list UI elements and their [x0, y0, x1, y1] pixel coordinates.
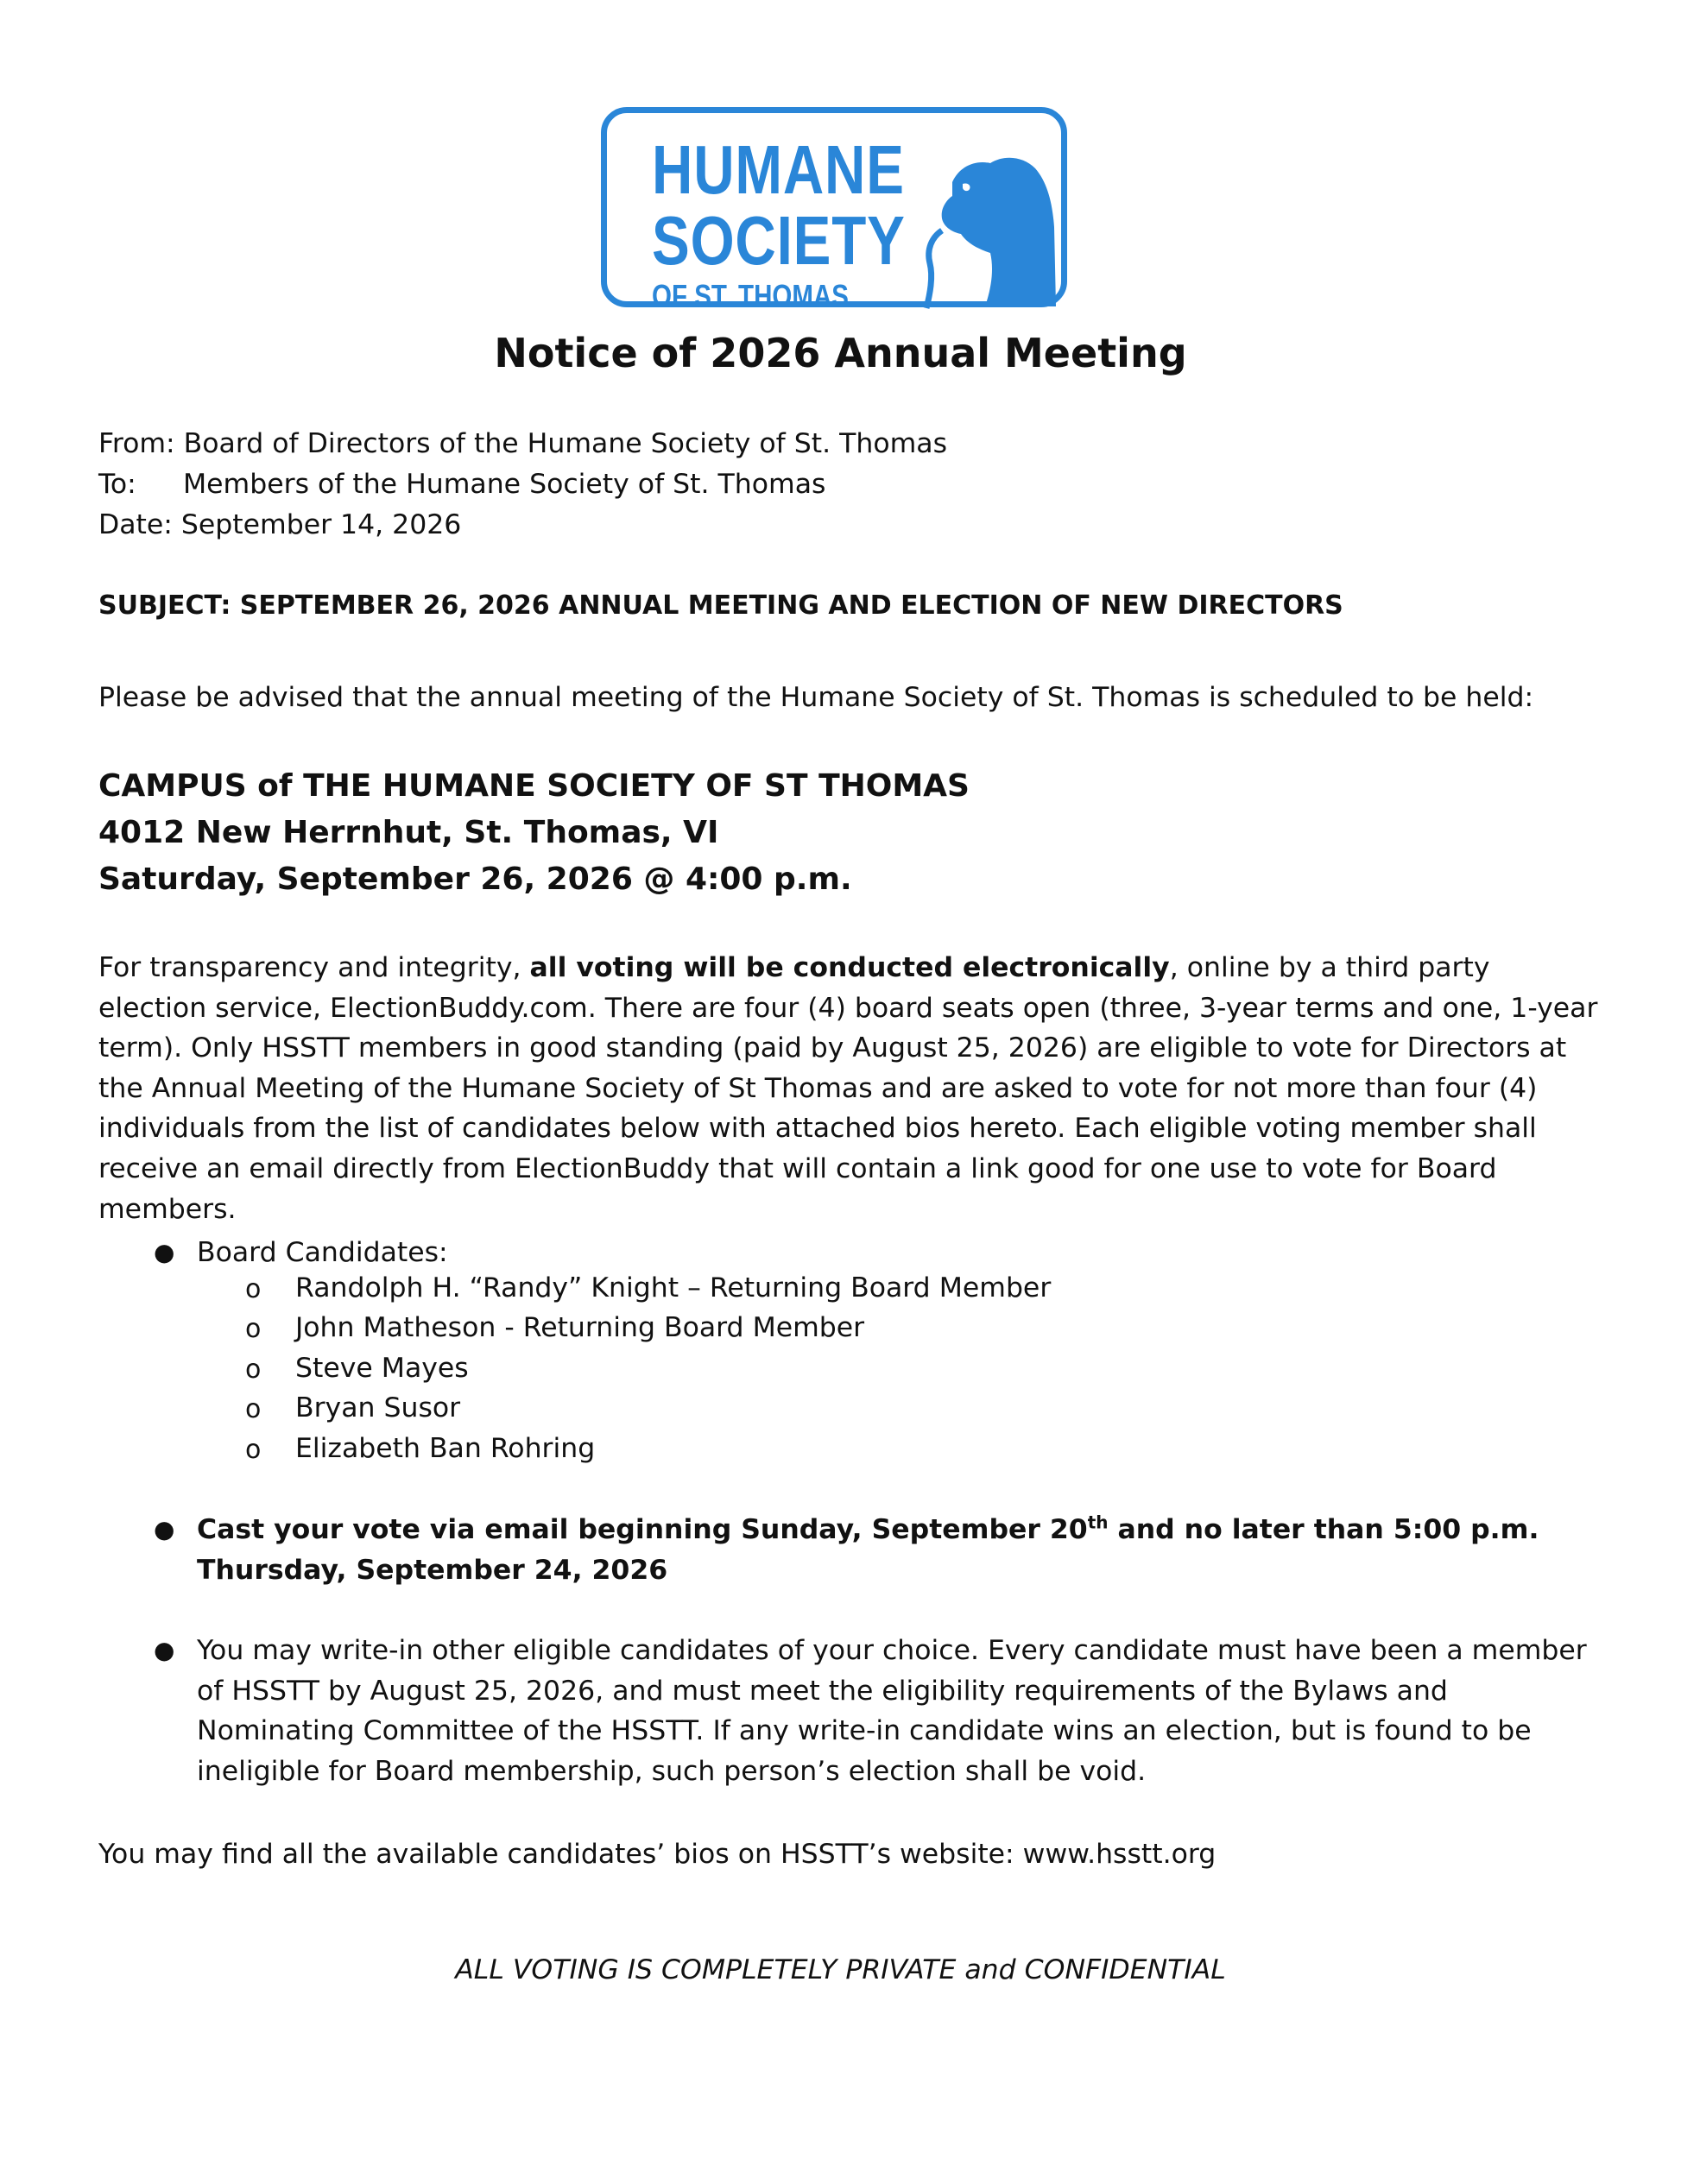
circle-bullet-icon: o [245, 1394, 262, 1424]
paragraph-rest: , online by a third party election service, ElectionBuddy.com. There are four (4) board seats open (three, 3-year terms and one, 1-year term). Only HSSTT members in good standing (paid by August 25, 2026) are eligible to vote for Directors at the Annual Meeting of the Humane Society of St Thomas and are asked to vote for not more than four (4) individuals from the list of candidates below with attached bios hereto. Each eligible voting member shall receive an email directly from ElectionBuddy that will contain a link good for one use to vote for Board members. [98, 952, 1598, 1225]
candidates-label: Board Candidates: [197, 1237, 448, 1268]
bullet-icon: ● [154, 1515, 175, 1543]
dog-and-cat-silhouette-icon [918, 148, 1065, 312]
humane-society-logo [601, 107, 1067, 313]
venue-block [98, 763, 970, 903]
voting-paragraph [98, 948, 1601, 1229]
paragraph-bold: all voting will be conducted electronically [529, 952, 1170, 983]
candidate-item: Steve Mayes [295, 1353, 469, 1384]
from-value: Board of Directors of the Humane Society of St. Thomas [183, 428, 948, 459]
to-value: Members of the Humane Society of St. Thomas [183, 469, 826, 500]
circle-bullet-icon: o [245, 1314, 262, 1344]
to-row [98, 469, 825, 500]
vote-superscript: th [1087, 1512, 1109, 1533]
candidate-item: Randolph H. “Randy” Knight – Returning Board Member [295, 1272, 1052, 1303]
circle-bullet-icon: o [245, 1274, 262, 1304]
write-in-text: You may write-in other eligible candidates of your choice. Every candidate must have been a member of HSSTT by August 25, 2026, and must meet the eligibility requirements of the Bylaws and Nominating Committee of the HSSTT. If any write-in candidate wins an election, but is found to be ineligible for Board membership, such person’s election shall be void. [197, 1635, 1587, 1787]
vote-instructions [197, 1510, 1596, 1590]
venue-name: CAMPUS of THE HUMANE SOCIETY OF ST THOMAS [98, 768, 970, 804]
vote-part-1: Cast your vote via email beginning Sunday, September 20 [197, 1514, 1088, 1545]
date-row [98, 509, 461, 540]
page-title: Notice of 2026 Annual Meeting [494, 330, 1187, 376]
vote-part-2: and no later than 5:00 p.m. Thursday, September 24, 2026 [197, 1514, 1539, 1586]
circle-bullet-icon: o [245, 1354, 262, 1385]
paragraph-intro: For transparency and integrity, [98, 952, 530, 983]
candidate-item: John Matheson - Returning Board Member [295, 1312, 865, 1343]
logo-wordmark [652, 131, 906, 313]
venue-datetime: Saturday, September 26, 2026 @ 4:00 p.m. [98, 862, 852, 897]
date-value: September 14, 2026 [180, 509, 462, 540]
advise-text: Please be advised that the annual meeting of the Humane Society of St. Thomas is scheduled to be held: [98, 682, 1534, 713]
logo-line-2: SOCIETY [652, 202, 906, 279]
candidate-item: Bryan Susor [295, 1392, 461, 1423]
logo-line-3: OF ST. THOMAS [652, 278, 849, 313]
bullet-icon: ● [154, 1636, 175, 1664]
to-label: To: [98, 469, 136, 500]
candidate-item: Elizabeth Ban Rohring [295, 1433, 596, 1464]
logo-line-1: HUMANE [652, 131, 905, 208]
from-label: From: [98, 428, 175, 459]
closing-statement: ALL VOTING IS COMPLETELY PRIVATE and CONFIDENTIAL [455, 1954, 1226, 1985]
date-label: Date: [98, 509, 173, 540]
venue-address: 4012 New Herrnhut, St. Thomas, VI [98, 815, 719, 850]
circle-bullet-icon: o [245, 1435, 262, 1465]
bios-website-line: You may find all the available candidates’ bios on HSSTT’s website: www.hsstt.org [98, 1839, 1217, 1870]
from-row [98, 428, 947, 459]
subject-line: SUBJECT: SEPTEMBER 26, 2026 ANNUAL MEETING AND ELECTION OF NEW DIRECTORS [98, 590, 1343, 621]
bullet-icon: ● [154, 1238, 175, 1266]
